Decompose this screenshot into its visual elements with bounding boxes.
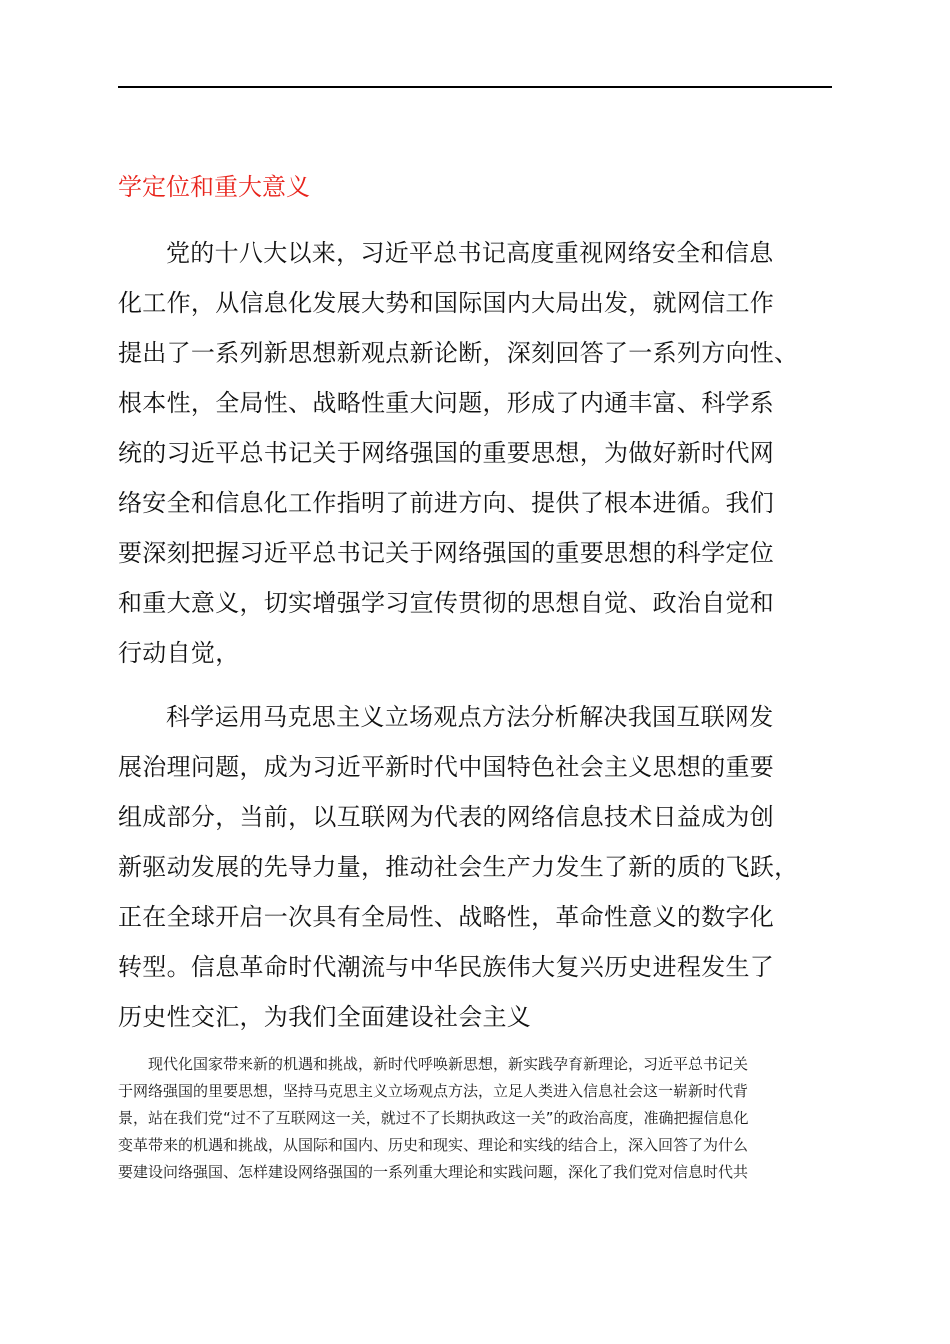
paragraph-line: 正在全球开启一次具有全局性、战略性，革命性意义的数字化	[118, 903, 775, 931]
paragraph-line: 化工作，从信息化发展大势和国际国内大局出发，就网信工作	[118, 289, 775, 317]
paragraph-line: 行动自觉，	[118, 639, 240, 667]
paragraph-line: 组成部分，当前，以互联网为代表的网络信息技术日益成为创	[118, 803, 775, 831]
paragraph-line: 历史性交汇，为我们全面建设社会主义	[118, 1003, 532, 1031]
paragraph-line: 转型。信息革命时代潮流与中华民族伟大复兴历史进程发生了	[118, 953, 775, 981]
header-rule	[118, 86, 832, 88]
paragraph-line: 络安全和信息化工作指明了前进方向、提供了根本进循。我们	[118, 489, 775, 517]
paragraph-line: 科学运用马克思主义立场观点方法分析解决我国互联网发	[166, 703, 774, 731]
paragraph-line: 新驱动发展的先导力量，推动社会生产力发生了新的质的飞跃，	[118, 853, 799, 881]
paragraph-line: 展治理问题，成为习近平新时代中国特色社会主义思想的重要	[118, 753, 775, 781]
footnote-line: 变革带来的机遇和挑战，从国际和国内、历史和现实、理论和实线的结合上，深入回答了为什么	[118, 1136, 749, 1154]
paragraph-line: 要深刻把握习近平总书记关于网络强国的重要思想的科学定位	[118, 539, 775, 567]
footnote-line: 现代化国家带来新的机遇和挑战，新时代呼唤新思想，新实践孕育新理论，习近平总书记关	[148, 1055, 749, 1073]
paragraph-line: 和重大意义，切实增强学习宣传贯彻的思想自觉、政治自觉和	[118, 589, 775, 617]
footnote-line: 要建设问络强国、怎样建设网络强国的一系列重大理论和实践问题，深化了我们党对信息时代共	[118, 1163, 749, 1181]
paragraph-line: 提出了一系列新思想新观点新论断，深刻回答了一系列方向性、	[118, 339, 799, 367]
section-title: 学定位和重大意义	[118, 173, 310, 201]
footnote-line: 景，站在我们党“过不了互联网这一关，就过不了长期执政这一关”的政治高度，准确把握信息化	[118, 1109, 749, 1127]
footnote-line: 于网络强国的里要思想，坚持马克思主义立场观点方法，立足人类进入信息社会这一崭新时代背	[118, 1082, 749, 1100]
paragraph-line: 党的十八大以来，习近平总书记高度重视网络安全和信息	[166, 239, 774, 267]
paragraph-line: 统的习近平总书记关于网络强国的重要思想，为做好新时代网	[118, 439, 775, 467]
paragraph-line: 根本性，全局性、战略性重大问题，形成了内通丰富、科学系	[118, 389, 775, 417]
